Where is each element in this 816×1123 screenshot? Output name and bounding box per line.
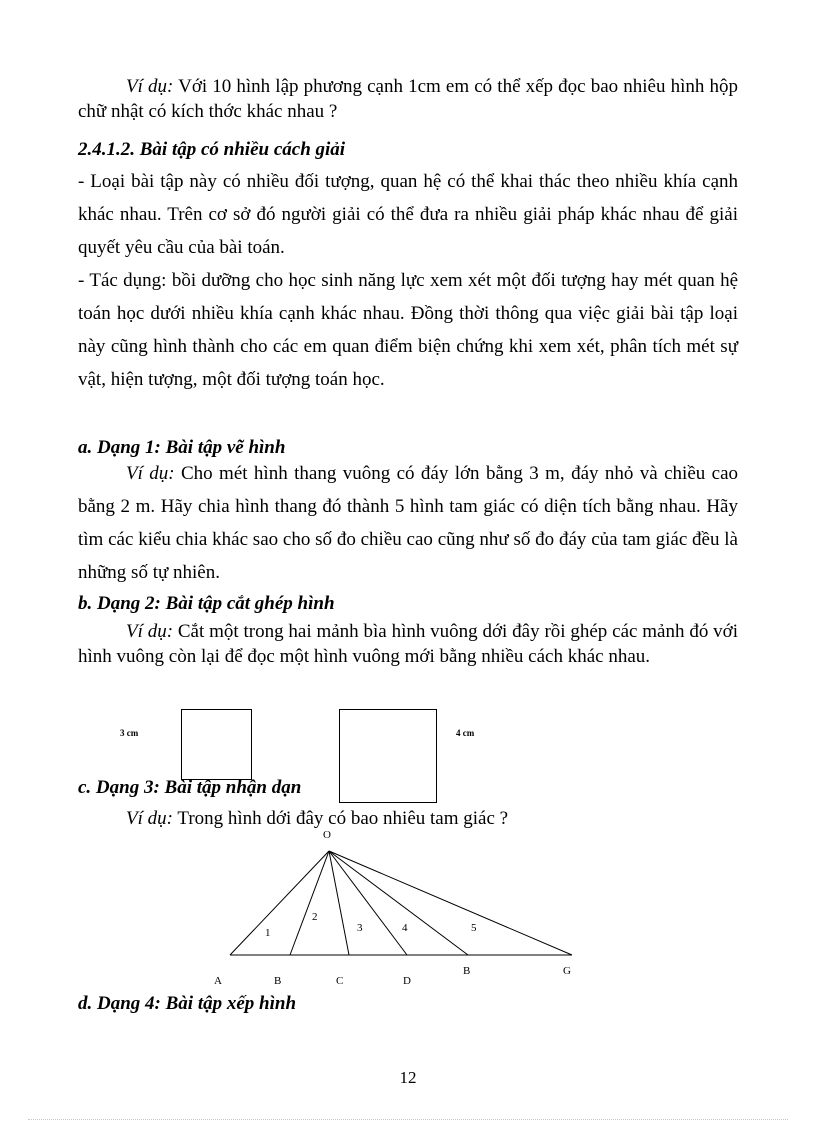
section-heading: 2.4.1.2. Bài tập có nhiều cách giải [78, 139, 346, 160]
base-label-d: D [403, 975, 411, 987]
edge-oa [230, 851, 329, 955]
form4-heading: d. Dạng 4: Bài tập xếp hình [78, 993, 297, 1014]
base-label-a: A [214, 975, 222, 987]
page-number: 12 [399, 1068, 417, 1087]
base-label-b: B [274, 975, 282, 987]
base-label-g: G [563, 965, 571, 977]
edge-oc [329, 851, 349, 955]
example-text: Với 10 hình lập phương cạnh 1cm em có thể xếp đọc bao nhiêu hình hộp chữ nhật có kích thớc khác nhau ? [78, 76, 739, 122]
form2-example-text: Cắt một trong hai mảnh bìa hình vuông dới đây rồi ghép các mảnh đó với hình vuông còn lại để đọc một hình vuông mới bằng nhiều cách khác nhau. [78, 621, 738, 667]
small-square-label: 3 cm [120, 728, 139, 738]
base-label-c: C [336, 975, 344, 987]
paragraph-effect: - Tác dụng: bồi dưỡng cho học sinh năng lực xem xét một đối tượng hay mét quan hệ toán học dưới nhiều khía cạnh khác nhau. Đồng thời thông qua việc giải bài tập loại này cũng hình thành cho các em quan điểm biện chứng khi xem xét, phân tích mét sự vật, hiện tượng, một đối tượng toán học. [78, 270, 738, 390]
form3-example-label: Ví dụ: [126, 808, 173, 829]
form3-example-text: Trong hình dới đây có bao nhiêu tam giác ? [172, 808, 509, 829]
edge-od [329, 851, 407, 955]
region-label-4: 4 [402, 922, 408, 934]
region-label-3: 3 [357, 922, 363, 934]
example-label: Ví dụ: [126, 76, 174, 97]
region-label-5: 5 [471, 922, 477, 934]
paragraph-type: - Loại bài tập này có nhiều đối tượng, quan hệ có thể khai thác theo nhiều khía cạnh khác nhau. Trên cơ sở đó người giải có thể đưa ra nhiều giải pháp khác nhau để giải quyết yêu cầu của bài toán. [78, 171, 738, 258]
form1-heading: a. Dạng 1: Bài tập vẽ hình [78, 437, 286, 458]
region-label-1: 1 [265, 927, 271, 939]
form1-example-text: Cho mét hình thang vuông có đáy lớn bằng 3 m, đáy nhỏ và chiều cao bằng 2 m. Hãy chia hình thang đó thành 5 hình tam giác có diện tích bằng nhau. Hãy tìm các kiểu chia khác sao cho số đo chiều cao cũng như số đo đáy của tam giác đều là những số tự nhiên. [78, 463, 739, 583]
large-square-label: 4 cm [456, 728, 475, 738]
edge-oe [329, 851, 468, 955]
edge-og [329, 851, 572, 955]
form3-heading: c. Dạng 3: Bài tập nhận dạn [78, 777, 302, 798]
page-bottom-border [28, 1119, 788, 1120]
region-label-2: 2 [312, 911, 318, 923]
form1-example-label: Ví dụ: [126, 463, 175, 484]
edge-ob [290, 851, 329, 955]
base-label-e: B [463, 965, 471, 977]
form2-heading: b. Dạng 2: Bài tập cắt ghép hình [78, 593, 335, 614]
form2-example-label: Ví dụ: [126, 621, 174, 642]
apex-label: O [323, 829, 331, 841]
